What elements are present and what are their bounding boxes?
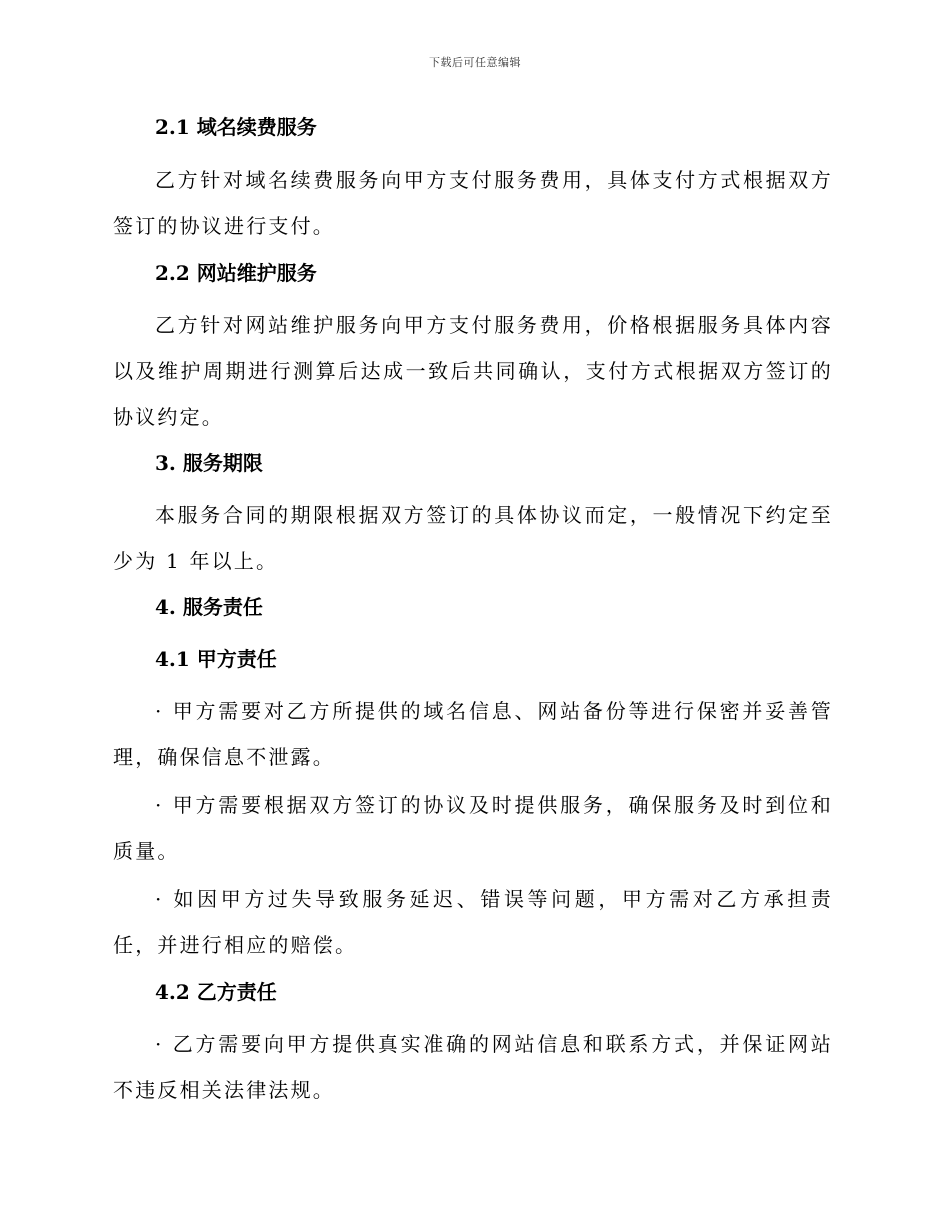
section-4-1-title: 4.1 甲方责任: [155, 647, 277, 671]
section-4-1-item-3: · 如因甲方过失导致服务延迟、错误等问题，甲方需对乙方承担责任，并进行相应的赔偿。: [113, 887, 833, 957]
header-note: 下载后可任意编辑: [429, 56, 521, 69]
section-4-1-item-1: · 甲方需要对乙方所提供的域名信息、网站备份等进行保密并妥善管理，确保信息不泄露。: [113, 699, 833, 769]
section-3-body: 本服务合同的期限根据双方签订的具体协议而定，一般情况下约定至少为 1 年以上。: [113, 503, 833, 573]
section-2-1-title: 2.1 域名续费服务: [155, 115, 317, 139]
section-3-title: 3. 服务期限: [155, 451, 263, 475]
section-4-2-item-1: · 乙方需要向甲方提供真实准确的网站信息和联系方式，并保证网站不违反相关法律法规。: [113, 1032, 833, 1102]
section-2-1-body: 乙方针对域名续费服务向甲方支付服务费用，具体支付方式根据双方签订的协议进行支付。: [113, 168, 833, 238]
section-4-1-item-2: · 甲方需要根据双方签订的协议及时提供服务，确保服务及时到位和质量。: [113, 793, 833, 863]
section-4-title: 4. 服务责任: [155, 595, 263, 619]
section-2-2-title: 2.2 网站维护服务: [155, 261, 317, 285]
section-4-2-title: 4.2 乙方责任: [155, 980, 277, 1004]
section-2-2-body: 乙方针对网站维护服务向甲方支付服务费用，价格根据服务具体内容以及维护周期进行测算后达成一致后共同确认，支付方式根据双方签订的协议约定。: [113, 313, 833, 429]
